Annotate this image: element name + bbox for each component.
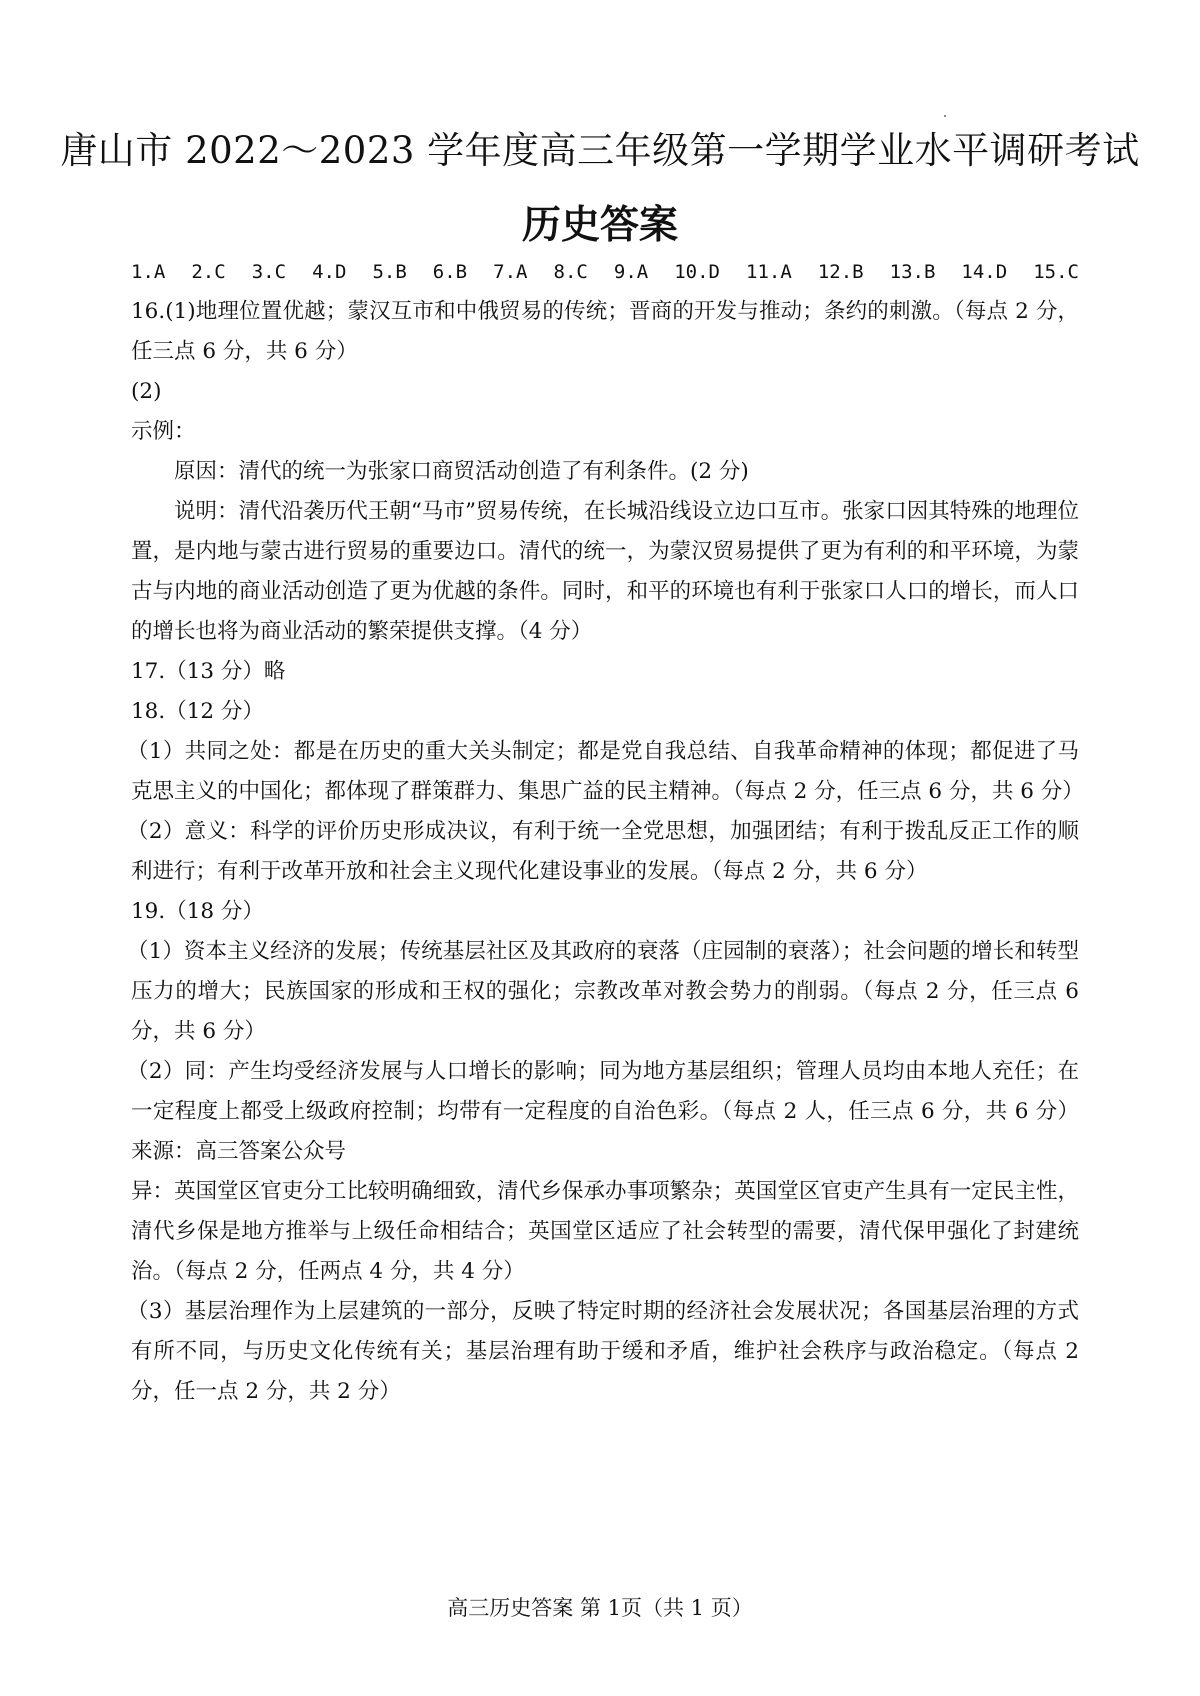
- scan-speck: [944, 115, 946, 117]
- q16-reason: 原因：清代的统一为张家口商贸活动创造了有利条件。(2 分): [174, 459, 749, 484]
- mcq-answer: 1.A: [131, 261, 166, 283]
- mcq-answer: 9.A: [613, 261, 649, 283]
- mcq-answer: 14.D: [961, 261, 1008, 283]
- q16-example-label: 示例：: [131, 419, 196, 444]
- q18-part1: （1）共同之处：都是在历史的重大关头制定；都是党自我总结、自我革命精神的体现；都促进了马克思主义的中国化；都体现了群策群力、集思广益的民主精神。（每点 2 分，任三点 6 分，共 6 分）: [127, 739, 1084, 804]
- answer-subtitle: 历史答案: [521, 203, 678, 248]
- mcq-answer: 15.C: [1033, 261, 1079, 283]
- page-footer: 高三历史答案 第 1页（共 1 页）: [447, 1596, 753, 1620]
- mcq-answer: 4.D: [312, 261, 347, 283]
- q16-explanation: 说明：清代沿袭历代王朝“马市”贸易传统，在长城沿线设立边口互市。张家口因其特殊的地理位置，是内地与蒙古进行贸易的重要边口。清代的统一，为蒙汉贸易提供了更为有利的和平环境，为蒙古与内地的商业活动创造了更为优越的条件。同时，和平的环境也有利于张家口人口的增长，而人口的增长也将为商业活动的繁荣提供支撑。（4 分）: [131, 499, 1079, 644]
- mcq-answer: 12.B: [817, 261, 864, 283]
- mcq-answer: 5.B: [372, 261, 407, 283]
- multiple-choice-answers: [131, 252, 1079, 292]
- mcq-answer: 7.A: [493, 261, 528, 283]
- q19-part1: （1）资本主义经济的发展；传统基层社区及其政府的衰落（庄园制的衰落）；社会问题的增长和转型压力的增大；民族国家的形成和王权的强化；宗教改革对教会势力的削弱。（每点 2 分，任三点 6 分，共 6 分）: [127, 939, 1079, 1044]
- mcq-answer: 3.C: [251, 261, 287, 283]
- q16-part1: 16.(1)地理位置优越；蒙汉互市和中俄贸易的传统；晋商的开发与推动；条约的刺激。（每点 2 分，任三点 6 分，共 6 分）: [131, 299, 1079, 364]
- q17-answer: 17.（13 分）略: [131, 659, 286, 684]
- q19-part2-differences: 异：英国堂区官吏分工比较明确细致，清代乡保承办事项繁杂；英国堂区官吏产生具有一定民主性，清代乡保是地方推举与上级任命相结合；英国堂区适应了社会转型的需要，清代保甲强化了封建统治。（每点 2 分，任两点 4 分，共 4 分）: [131, 1179, 1079, 1284]
- mcq-answer: 8.C: [553, 261, 588, 283]
- q19-part2-similarities: （2）同：产生均受经济发展与人口增长的影响；同为地方基层组织；管理人员均由本地人充任；在一定程度上都受上级政府控制；均带有一定程度的自治色彩。（每点 2 人，任三点 6 分，共 6 分）来源：高三答案公众号: [127, 1059, 1079, 1164]
- mcq-answer: 10.D: [674, 261, 720, 283]
- mcq-answer: 13.B: [889, 261, 936, 283]
- mcq-answer: 2.C: [191, 261, 226, 283]
- q18-part2: （2）意义：科学的评价历史形成决议，有利于统一全党思想，加强团结；有利于拨乱反正工作的顺利进行；有利于改革开放和社会主义现代化建设事业的发展。（每点 2 分，共 6 分）: [127, 819, 1079, 884]
- exam-title: 唐山市 2022～2023 学年度高三年级第一学期学业水平调研考试: [60, 129, 1140, 172]
- q19-part3: （3）基层治理作为上层建筑的一部分，反映了特定时期的经济社会发展状况；各国基层治理的方式有所不同，与历史文化传统有关；基层治理有助于缓和矛盾，维护社会秩序与政治稳定。（每点 2 分，任一点 2 分，共 2 分）: [127, 1299, 1079, 1404]
- mcq-answer: 11.A: [746, 261, 792, 283]
- q18-heading: 18.（12 分）: [131, 699, 264, 724]
- mcq-answer: 6.B: [432, 261, 468, 283]
- q16-part2-label: (2): [131, 379, 162, 404]
- q19-heading: 19.（18 分）: [131, 899, 264, 924]
- answer-body: [127, 252, 1084, 1412]
